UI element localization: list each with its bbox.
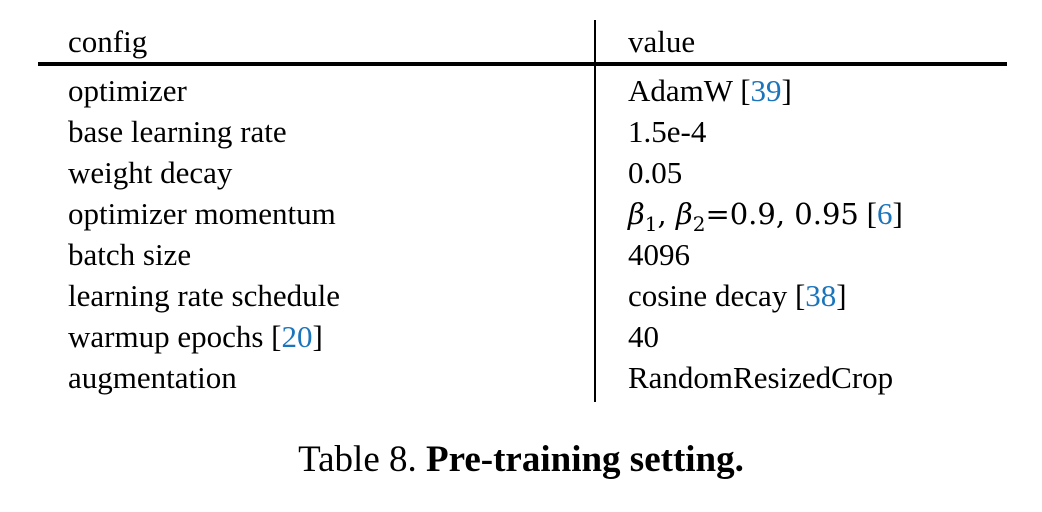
config-cell <box>38 111 595 152</box>
text-span: =0.9, 0.95 <box>705 197 859 231</box>
value-cell <box>595 111 1007 152</box>
text-span: optimizer <box>68 73 187 108</box>
text-span: ] <box>892 196 903 231</box>
text-span: AdamW [ <box>628 73 751 108</box>
text-span: base learning rate <box>68 114 287 149</box>
table-caption <box>0 436 1042 484</box>
text-span: optimizer momentum <box>68 196 336 231</box>
column-header-config: config <box>68 24 148 59</box>
column-header-value: value <box>628 24 696 59</box>
text-span: 0.05 <box>628 155 683 190</box>
value-cell <box>595 193 1007 237</box>
table-caption-title: Pre-training setting. <box>426 439 744 480</box>
text-span: learning rate schedule <box>68 278 340 313</box>
text-span: warmup epochs [ <box>68 319 282 354</box>
pretraining-settings-table <box>38 20 1007 398</box>
text-span: augmentation <box>68 360 237 395</box>
citation-link[interactable]: 39 <box>750 73 782 108</box>
text-span: 2 <box>692 212 706 237</box>
text-span: 40 <box>628 319 659 354</box>
table-body <box>38 66 1007 398</box>
text-span: batch size <box>68 237 192 272</box>
text-span: 4096 <box>628 237 690 272</box>
config-cell <box>38 152 595 193</box>
table-row <box>38 357 1007 398</box>
table-row <box>38 316 1007 357</box>
text-span: ] <box>312 319 323 354</box>
text-span: β <box>628 197 645 231</box>
value-cell <box>595 70 1007 111</box>
value-cell <box>595 275 1007 316</box>
citation-link[interactable]: 20 <box>281 319 313 354</box>
config-cell <box>38 234 595 275</box>
table-row <box>38 275 1007 316</box>
value-cell <box>595 316 1007 357</box>
config-cell <box>38 275 595 316</box>
config-cell <box>38 70 595 111</box>
table-caption-label: Table 8. <box>298 439 426 480</box>
config-cell <box>38 193 595 234</box>
text-span: [ <box>858 196 877 231</box>
text-span: RandomResizedCrop <box>628 360 894 395</box>
text-span: 1.5e-4 <box>628 114 707 149</box>
table-row <box>38 111 1007 152</box>
text-span: ] <box>781 73 792 108</box>
text-span: ] <box>836 278 847 313</box>
text-span: 1 <box>644 212 658 237</box>
text-span: , <box>657 197 676 231</box>
text-span: cosine decay [ <box>628 278 806 313</box>
citation-link[interactable]: 38 <box>805 278 837 313</box>
config-cell <box>38 316 595 357</box>
text-span: β <box>675 197 693 231</box>
citation-link[interactable]: 6 <box>876 196 893 231</box>
value-cell <box>595 357 1007 398</box>
value-cell <box>595 152 1007 193</box>
table-row <box>38 70 1007 111</box>
table-row <box>38 152 1007 193</box>
value-cell <box>595 234 1007 275</box>
table-header-row <box>38 20 1007 66</box>
table-row <box>38 193 1007 237</box>
column-divider-rule <box>594 20 596 402</box>
table-row <box>38 234 1007 275</box>
text-span: weight decay <box>68 155 233 190</box>
config-cell <box>38 357 595 398</box>
